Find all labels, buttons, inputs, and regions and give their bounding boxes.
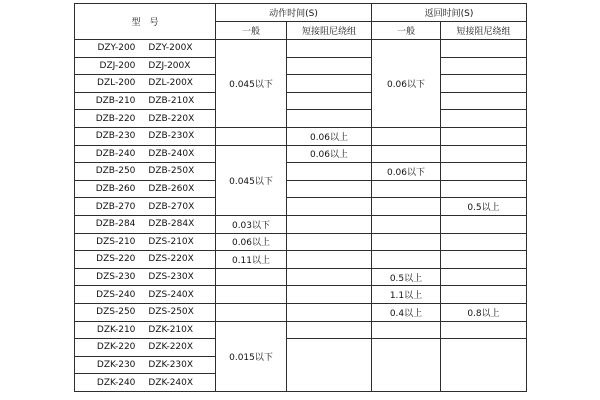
- model-pair: [75, 325, 215, 335]
- table-row: [75, 321, 527, 339]
- model-pair: [75, 237, 215, 247]
- act-general-cell: [216, 303, 287, 321]
- act-damped-cell: [287, 268, 372, 286]
- model-pair: [75, 166, 215, 176]
- model-pair: [75, 307, 215, 317]
- model-pair: [75, 149, 215, 159]
- ret-damped-cell: [441, 57, 527, 75]
- ret-general-cell: [372, 321, 441, 339]
- model-name: DZB-240: [95, 148, 136, 159]
- header-row-groups: [75, 4, 527, 22]
- model-pair: [75, 202, 215, 212]
- model-cell: [75, 215, 216, 233]
- model-cell: [75, 286, 216, 304]
- ret-damped-cell: [441, 251, 527, 269]
- model-name: DZB-284: [95, 219, 136, 230]
- model-pair: [75, 96, 215, 106]
- ret-damped-cell: [441, 75, 527, 93]
- act-damped-cell: [287, 92, 372, 110]
- model-cell: [75, 303, 216, 321]
- model-name: DZS-250: [96, 307, 136, 318]
- ret-general-cell: [372, 233, 441, 251]
- table-row: [75, 127, 527, 145]
- model-name: DZY-200: [97, 43, 136, 54]
- table-row: [75, 75, 527, 93]
- act-damped-cell: [287, 286, 372, 304]
- ret-damped-cell: [441, 286, 527, 304]
- act-damped-cell: [287, 321, 372, 339]
- act-damped-cell: [287, 57, 372, 75]
- model-cell: [75, 57, 216, 75]
- model-pair: [75, 184, 215, 194]
- ret-damped-cell: [441, 145, 527, 163]
- ret-general-cell: 0.06以下: [372, 40, 441, 128]
- ret-damped-cell: [441, 40, 527, 58]
- act-damped-cell: [287, 75, 372, 93]
- model-name-x: DZJ-200X: [148, 60, 191, 71]
- model-name: DZJ-200: [99, 60, 136, 71]
- model-cell: [75, 127, 216, 145]
- ret-damped-cell: [441, 110, 527, 128]
- act-damped-cell: [287, 198, 372, 216]
- act-general-cell: 0.03以下: [216, 215, 287, 233]
- model-pair: [75, 78, 215, 88]
- model-name-x: DZK-220X: [148, 342, 194, 353]
- act-damped-cell: [287, 303, 372, 321]
- act-damped-cell: 0.06以上: [287, 145, 372, 163]
- act-general-cell: [216, 286, 287, 304]
- model-cell: [75, 321, 216, 339]
- act-damped-cell: [287, 40, 372, 58]
- act-damped-cell: [287, 251, 372, 269]
- ret-damped-cell: [441, 339, 527, 392]
- table-row: [75, 40, 527, 58]
- ret-general-cell: [372, 198, 441, 216]
- table-row: [75, 339, 527, 357]
- table-row: [75, 198, 527, 216]
- model-pair: [75, 272, 215, 282]
- model-cell: [75, 268, 216, 286]
- model-cell: [75, 145, 216, 163]
- ret-damped-cell: [441, 92, 527, 110]
- model-name-x: DZS-220X: [148, 254, 194, 265]
- ret-general-cell: [372, 215, 441, 233]
- model-name-x: DZS-210X: [148, 236, 194, 247]
- ret-damped-cell: [441, 127, 527, 145]
- act-damped-cell: [287, 233, 372, 251]
- ret-damped-cell: [441, 180, 527, 198]
- header-model: 型 号: [75, 4, 216, 40]
- model-name-x: DZB-210X: [148, 96, 195, 107]
- model-pair: [75, 114, 215, 124]
- model-name: DZB-250: [95, 166, 136, 177]
- model-pair: [75, 378, 215, 388]
- model-name: DZS-220: [96, 254, 136, 265]
- table-row: [75, 303, 527, 321]
- model-cell: [75, 92, 216, 110]
- table-row: [75, 268, 527, 286]
- table-row: [75, 57, 527, 75]
- ret-damped-cell: [441, 215, 527, 233]
- model-name-x: DZK-240X: [148, 377, 194, 388]
- model-name-x: DZK-230X: [148, 359, 194, 370]
- act-general-cell: 0.06以上: [216, 233, 287, 251]
- table-row: [75, 145, 527, 163]
- ret-damped-cell: 0.8以上: [441, 303, 527, 321]
- model-name: DZB-270: [95, 201, 136, 212]
- model-cell: [75, 233, 216, 251]
- header-return-damped: 短接阻尼绕组: [441, 22, 527, 40]
- table-row: [75, 163, 527, 181]
- ret-damped-cell: [441, 321, 527, 339]
- model-name: DZB-230: [95, 131, 136, 142]
- model-name-x: DZK-210X: [148, 324, 194, 335]
- header-action-time: 动作时间(S): [216, 4, 372, 22]
- model-cell: [75, 374, 216, 392]
- header-return-time: 返回时间(S): [372, 4, 527, 22]
- model-name-x: DZL-200X: [148, 78, 193, 89]
- model-name: DZS-210: [96, 236, 136, 247]
- table-row: [75, 251, 527, 269]
- act-damped-cell: [287, 110, 372, 128]
- ret-general-cell: 0.4以上: [372, 303, 441, 321]
- table-row: [75, 233, 527, 251]
- model-pair: [75, 43, 215, 53]
- model-cell: [75, 339, 216, 357]
- model-name-x: DZB-260X: [148, 184, 195, 195]
- model-name-x: DZB-270X: [148, 201, 195, 212]
- model-name-x: DZB-230X: [148, 131, 195, 142]
- model-cell: [75, 356, 216, 374]
- model-name: DZL-200: [97, 78, 136, 89]
- model-name: DZK-220: [96, 342, 136, 353]
- act-general-cell: 0.045以下: [216, 145, 287, 215]
- model-pair: [75, 254, 215, 264]
- ret-general-cell: [372, 251, 441, 269]
- header-action-general: 一般: [216, 22, 287, 40]
- ret-general-cell: 1.1以上: [372, 286, 441, 304]
- model-name: DZB-220: [95, 113, 136, 124]
- model-pair: [75, 131, 215, 141]
- table-header: [75, 4, 527, 40]
- ret-general-cell: [372, 145, 441, 163]
- act-general-cell: [216, 127, 287, 145]
- model-pair: [75, 360, 215, 370]
- act-damped-cell: [287, 180, 372, 198]
- model-name: DZS-240: [96, 289, 136, 300]
- model-cell: [75, 251, 216, 269]
- act-damped-cell: [287, 339, 372, 392]
- relay-timing-table: [74, 3, 527, 392]
- table-row: [75, 215, 527, 233]
- model-cell: [75, 75, 216, 93]
- act-damped-cell: [287, 215, 372, 233]
- header-return-general: 一般: [372, 22, 441, 40]
- model-name-x: DZB-240X: [148, 148, 195, 159]
- model-name: DZK-240: [96, 377, 136, 388]
- act-general-cell: 0.11以上: [216, 251, 287, 269]
- model-pair: [75, 342, 215, 352]
- model-cell: [75, 198, 216, 216]
- model-name: DZB-210: [95, 96, 136, 107]
- model-name-x: DZS-230X: [148, 272, 194, 283]
- model-name-x: DZS-250X: [148, 307, 194, 318]
- model-cell: [75, 180, 216, 198]
- act-damped-cell: [287, 163, 372, 181]
- ret-damped-cell: 0.5以上: [441, 198, 527, 216]
- ret-general-cell: [372, 339, 441, 392]
- ret-damped-cell: [441, 268, 527, 286]
- model-pair: [75, 219, 215, 229]
- model-cell: [75, 163, 216, 181]
- model-name: DZS-230: [96, 272, 136, 283]
- table-row: [75, 286, 527, 304]
- header-action-damped: 短接阻尼绕组: [287, 22, 372, 40]
- model-name: DZK-210: [96, 324, 136, 335]
- ret-damped-cell: [441, 233, 527, 251]
- model-cell: [75, 110, 216, 128]
- ret-general-cell: [372, 127, 441, 145]
- model-name-x: DZB-220X: [148, 113, 195, 124]
- table-body: [75, 40, 527, 392]
- table-row: [75, 180, 527, 198]
- ret-general-cell: 0.5以上: [372, 268, 441, 286]
- ret-damped-cell: [441, 163, 527, 181]
- table-row: [75, 110, 527, 128]
- model-name: DZK-230: [96, 359, 136, 370]
- ret-general-cell: 0.06以下: [372, 163, 441, 181]
- table-row: [75, 92, 527, 110]
- model-name-x: DZB-284X: [148, 219, 195, 230]
- model-pair: [75, 61, 215, 71]
- ret-general-cell: [372, 180, 441, 198]
- model-name-x: DZB-250X: [148, 166, 195, 177]
- act-damped-cell: 0.06以上: [287, 127, 372, 145]
- model-name-x: DZS-240X: [148, 289, 194, 300]
- model-cell: [75, 40, 216, 58]
- act-general-cell: 0.045以下: [216, 40, 287, 128]
- model-name-x: DZY-200X: [148, 43, 193, 54]
- act-general-cell: 0.015以下: [216, 321, 287, 391]
- model-name: DZB-260: [95, 184, 136, 195]
- act-general-cell: [216, 268, 287, 286]
- model-pair: [75, 290, 215, 300]
